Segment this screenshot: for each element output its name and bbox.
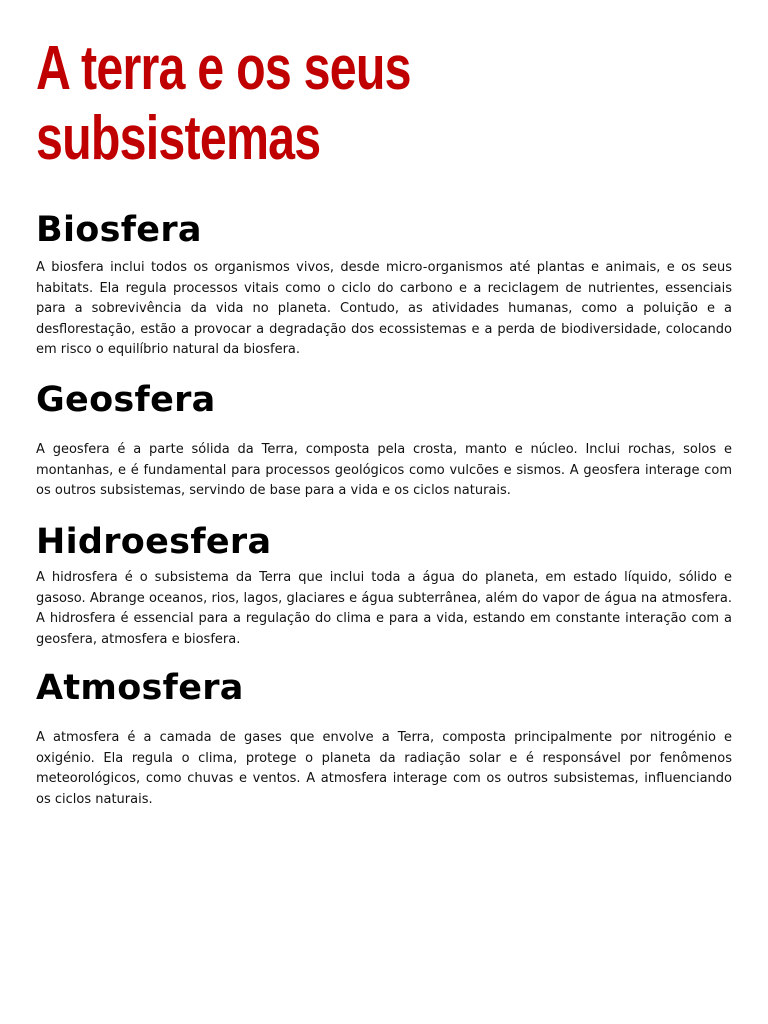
section-geosfera <box>36 378 732 502</box>
document-page <box>36 34 732 807</box>
section-hidroesfera <box>36 520 732 650</box>
section-text-geosfera: A geosfera é a parte sólida da Terra, composta pela crosta, manto e núcleo. Inclui rochas, solos e montanhas, e é fundamental para processos geológicos como vulcões e sismos. A geosfera interage com os outros subsistemas, servindo de base para a vida e os ciclos naturais. <box>36 442 732 498</box>
section-heading-atmosfera: Atmosfera <box>36 668 244 708</box>
section-text-atmosfera: A atmosfera é a camada de gases que envolve a Terra, composta principalmente por nitrogénio e oxigénio. Ela regula o clima, protege o planeta da radiação solar e é responsável por fenômenos meteorológicos, como chuvas e ventos. A atmosfera interage com os outros subsistemas, influenciando os ciclos naturais. <box>36 730 732 807</box>
section-biosfera <box>36 208 732 361</box>
page-title: A terra e os seus subsistemas <box>36 34 411 173</box>
section-heading-hidroesfera: Hidroesfera <box>36 522 272 562</box>
section-text-hidroesfera: A hidrosfera é o subsistema da Terra que inclui toda a água do planeta, em estado líquido, sólido e gasoso. Abrange oceanos, rios, lagos, glaciares e água subterrânea, além do vapor de água na atmosfera. A hidrosfera é essencial para a regulação do clima e para a vida, estando em constante interação com a geosfera, atmosfera e biosfera. <box>36 570 732 647</box>
section-heading-biosfera: Biosfera <box>36 210 202 250</box>
section-atmosfera <box>36 666 732 810</box>
section-text-biosfera: A biosfera inclui todos os organismos vivos, desde micro-organismos até plantas e animais, e os seus habitats. Ela regula processos vitais como o ciclo do carbono e a reciclagem de nutrientes, essenciais para a sobrevivência da vida no planeta. Contudo, as atividades humanas, como a poluição e a desflorestação, estão a provocar a degradação dos ecossistemas e a perda de biodiversidade, colocando em risco o equilíbrio natural da biosfera. <box>36 260 732 357</box>
section-heading-geosfera: Geosfera <box>36 380 216 420</box>
